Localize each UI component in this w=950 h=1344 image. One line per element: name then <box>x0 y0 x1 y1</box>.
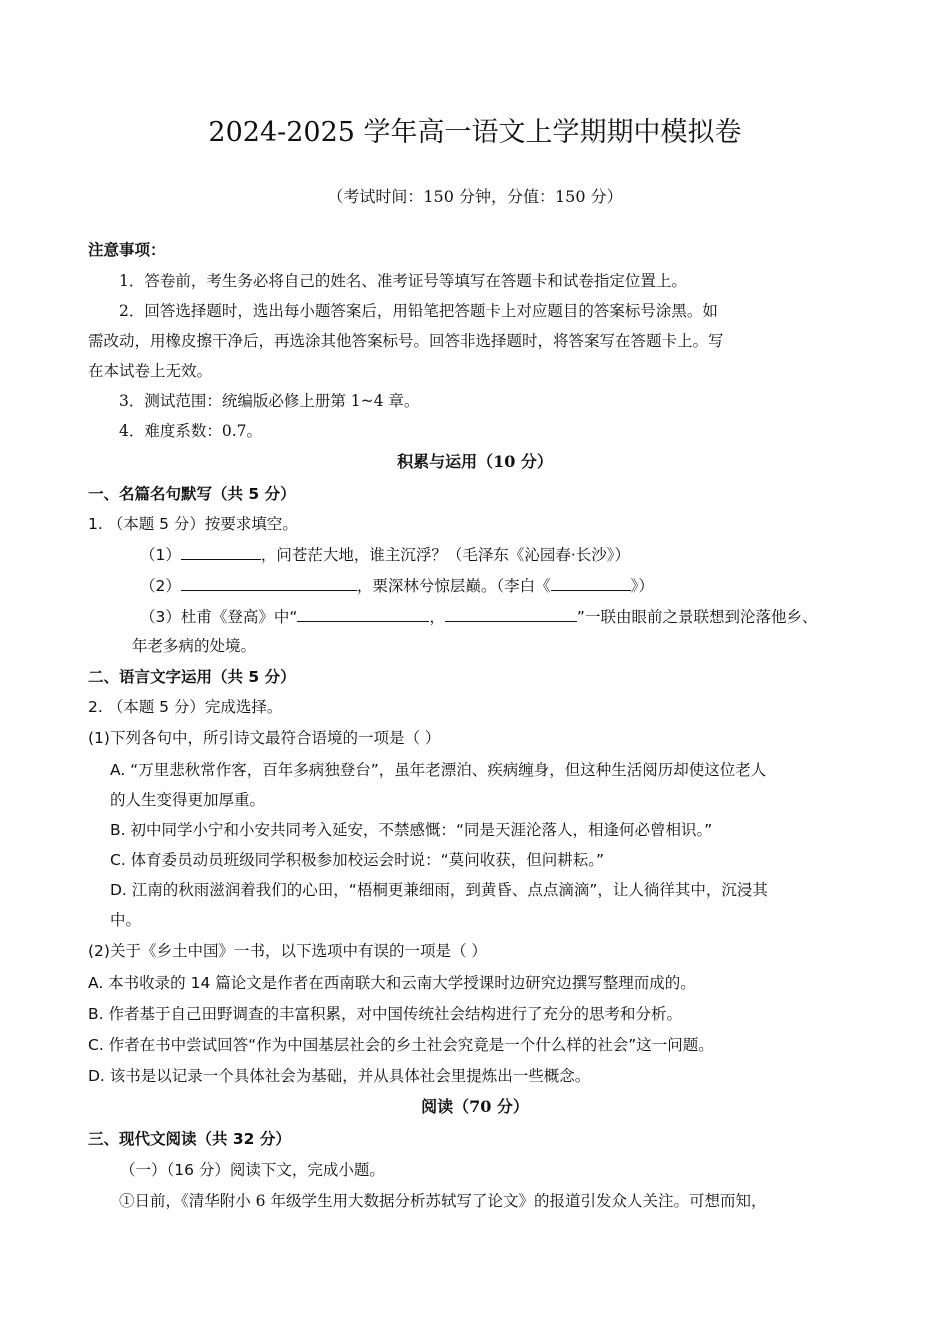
part-heading-accumulation: 积累与运用（10 分） <box>397 452 553 471</box>
question-2-2-stem: (2)关于《乡土中国》一书，以下选项中有误的一项是（ ） <box>88 942 487 960</box>
question-1-blank-2 <box>140 575 654 596</box>
q1-3-prefix: （3）杜甫《登高》中“ <box>140 608 298 626</box>
answer-blank[interactable] <box>181 544 261 560</box>
q2-2-option-b[interactable]: B. 作者基于自己田野调查的丰富积累，对中国传统社会结构进行了充分的思考和分析。 <box>88 1005 682 1023</box>
answer-blank[interactable] <box>445 606 577 622</box>
q2-1-option-c[interactable]: C. 体育委员动员班级同学积极参加校运会时说：“莫问收获，但问耕耘。” <box>110 851 604 869</box>
q1-3-text: ”一联由眼前之景联想到沦落他乡、 <box>576 608 818 626</box>
part-heading-reading: 阅读（70 分） <box>421 1097 529 1116</box>
section-heading-3: 三、现代文阅读（共 32 分） <box>88 1130 291 1148</box>
reading-subsection-1: （一）（16 分）阅读下文，完成小题。 <box>120 1161 385 1179</box>
question-1-blank-3 <box>140 606 817 627</box>
question-2-1-stem: (1)下列各句中，所引诗文最符合语境的一项是（ ） <box>88 729 441 747</box>
notice-item-2-line-3: 在本试卷上无效。 <box>88 362 213 380</box>
notice-item-1: 1．答卷前，考生务必将自己的姓名、准考证号等填写在答题卡和试卷指定位置上。 <box>119 272 687 290</box>
notice-item-2-line-2: 需改动，用橡皮擦干净后，再选涂其他答案标号。回答非选择题时，将答案写在答题卡上。写 <box>88 332 724 350</box>
q2-1-option-b[interactable]: B. 初中同学小宁和小安共同考入延安，不禁感慨：“同是天涯沦落人，相逢何必曾相识。” <box>110 821 713 839</box>
q1-3-sep: ， <box>429 608 445 626</box>
notice-item-3: 3．测试范围：统编版必修上册第 1~4 章。 <box>119 392 420 410</box>
question-1-blank-1 <box>140 544 630 565</box>
q1-2-text: ，栗深林兮惊层巅。（李白《 <box>356 577 551 595</box>
question-1: 1. （本题 5 分）按要求填空。 <box>88 515 298 533</box>
q2-1-option-d-line-1[interactable]: D. 江南的秋雨滋润着我们的心田，“梧桐更兼细雨，到黄昏、点点滴滴”，让人徜徉其中，沉浸其 <box>110 881 768 899</box>
q2-2-option-d[interactable]: D. 该书是以记录一个具体社会为基础，并从具体社会里提炼出一些概念。 <box>88 1067 591 1085</box>
q1-1-prefix: （1） <box>140 546 181 564</box>
q2-1-option-a-line-2: 的人生变得更加厚重。 <box>110 791 266 809</box>
q2-2-option-c[interactable]: C. 作者在书中尝试回答“作为中国基层社会的乡土社会究竟是一个什么样的社会”这一问题。 <box>88 1036 714 1054</box>
question-1-3-line-2: 年老多病的处境。 <box>132 637 257 655</box>
page-title: 2024-2025 学年高一语文上学期期中模拟卷 <box>208 117 742 148</box>
notice-item-2-line-1: 2．回答选择题时，选出每小题答案后，用铅笔把答题卡上对应题目的答案标号涂黑。如 <box>119 302 718 320</box>
section-heading-2: 二、语言文字运用（共 5 分） <box>88 668 296 686</box>
answer-blank[interactable] <box>551 575 631 591</box>
q1-2-prefix: （2） <box>140 577 181 595</box>
q1-1-text: ，问苍茫大地，谁主沉浮？（毛泽东《沁园春·长沙》） <box>260 546 631 564</box>
reading-paragraph-1: ①日前，《清华附小 6 年级学生用大数据分析苏轼写了论文》的报道引发众人关注。可想而知， <box>119 1192 767 1210</box>
q1-2-end: 》） <box>630 577 654 595</box>
section-heading-1: 一、名篇名句默写（共 5 分） <box>88 485 296 503</box>
q2-1-option-a-line-1[interactable]: A. “万里悲秋常作客，百年多病独登台”，虽年老漂泊、疾病缠身，但这种生活阅历却使这位老人 <box>110 761 767 779</box>
q2-2-option-a[interactable]: A. 本书收录的 14 篇论文是作者在西南联大和云南大学授课时边研究边撰写整理而成的。 <box>88 974 696 992</box>
answer-blank[interactable] <box>181 575 357 591</box>
answer-blank[interactable] <box>297 606 429 622</box>
notice-heading: 注意事项： <box>88 240 166 259</box>
q2-1-option-d-line-2: 中。 <box>110 911 142 929</box>
exam-info: （考试时间：150 分钟，分值：150 分） <box>327 187 623 206</box>
question-2: 2. （本题 5 分）完成选择。 <box>88 698 283 716</box>
notice-item-4: 4．难度系数：0.7。 <box>119 422 263 440</box>
